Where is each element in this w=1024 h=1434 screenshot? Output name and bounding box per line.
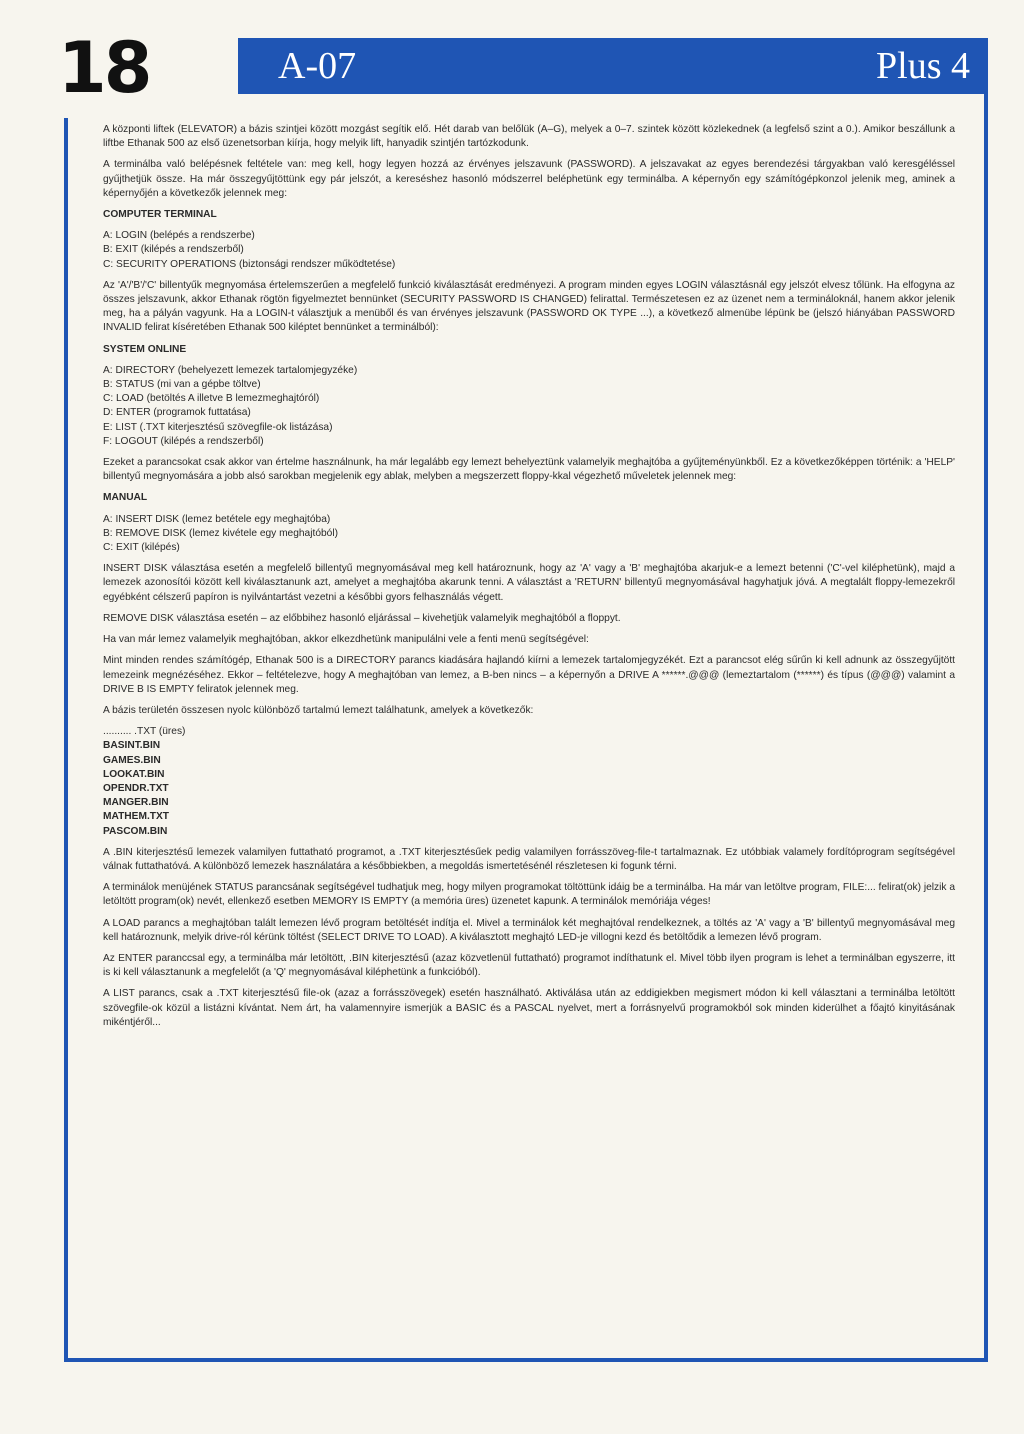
menu-list [103,513,955,556]
frame-right-border [984,94,988,1362]
paragraph: A LOAD parancs a meghajtóban talált lemezen lévő program betöltését indítja el. Mivel a terminálok két meghajtóval rendelkeznek, a töltés az 'A' vagy a 'B' billentyű megnyomásával meg kell határoznunk, melyik drive-ról kérünk töltést (SELECT DRIVE TO LOAD). A kiválasztott meghajtó LED-je villogni kezd és betöltődik a lemezen lévő program. [103,917,955,943]
menu-line: B: REMOVE DISK (lemez kivétele egy meghajtóból) [103,527,338,539]
menu-line: D: ENTER (programok futtatása) [103,407,251,419]
file-list [103,725,955,839]
file-name: MANGER.BIN [103,797,169,809]
file-name: BASINT.BIN [103,740,161,752]
page-number: 18 [58,27,150,109]
menu-line: A: LOGIN (belépés a rendszerbe) [103,230,255,242]
menu-line: A: DIRECTORY (behelyezett lemezek tartalomjegyzéke) [103,364,358,376]
menu-line: C: LOAD (betöltés A illetve B lemezmeghajtóról) [103,393,320,405]
frame-left-border [64,118,68,1362]
header-code: A-07 [278,45,357,87]
section-heading: COMPUTER TERMINAL [103,209,217,221]
menu-line: A: INSERT DISK (lemez betétele egy meghajtóba) [103,513,331,525]
menu-line: B: EXIT (kilépés a rendszerből) [103,244,244,256]
section-heading: MANUAL [103,492,148,504]
menu-line: C: SECURITY OPERATIONS (biztonsági rendszer működtetése) [103,258,396,270]
paragraph: A terminálba való belépésnek feltétele van: meg kell, hogy legyen hozzá az érvényes jelszavunk (PASSWORD). A jelszavakat az egyes berendezési tárgyakban való keresgéléssel gyűjthetjük össze. Ha már összegyűjtöttünk egy pár jelszót, a kereséshez hasonló módszerrel beléphetünk egy terminálba. A képernyőn egy számítógépkonzol jelenik meg, aminek a képernyőjén a következők jelennek meg: [103,159,955,199]
file-name: PASCOM.BIN [103,825,168,837]
menu-line: E: LIST (.TXT kiterjesztésű szövegfile-ok listázása) [103,421,333,433]
frame-bottom-border [64,1358,988,1362]
paragraph: A központi liftek (ELEVATOR) a bázis szintjei között mozgást segítik elő. Hét darab van belőlük (A–G), melyek a 0–7. szintek között közlekednek (a legfelső szint a 0.). Amikor beszállunk a liftbe Ethanak 500 az első üzenetsorban kiírja, hogy melyik lift, hanyadik szintjén tartózkodunk. [103,124,955,150]
paragraph: A .BIN kiterjesztésű lemezek valamilyen futtatható programot, a .TXT kiterjesztésűek pedig valamilyen forrásszöveg-file-t tartalmaznak. Ez utóbbiak valamely fordítóprogram segítségével válnak futtathatóvá. A különböző lemezek használatára a későbbiekben, a megoldás ismertetésénél részletesen ki fogunk térni. [103,846,955,872]
file-name: LOOKAT.BIN [103,768,165,780]
menu-line: C: EXIT (kilépés) [103,542,180,554]
header-bar [238,38,988,94]
menu-line: F: LOGOUT (kilépés a rendszerből) [103,435,264,447]
paragraph: A terminálok menüjének STATUS parancsának segítségével tudhatjuk meg, hogy milyen programokat töltöttünk idáig be a terminálba. Ha már van letöltve program, FILE:... felirat(ok) jelzik a letöltött program(ok) nevét, ellenkező esetben MEMORY IS EMPTY (a memória üres) üzenetet kapunk. A terminálok memóriája véges! [103,882,955,908]
paragraph: Ha van már lemez valamelyik meghajtóban, akkor elkezdhetünk manipulálni vele a fenti menü segítségével: [103,634,589,646]
file-name: OPENDR.TXT [103,782,169,794]
paragraph: REMOVE DISK választása esetén – az előbbihez hasonló eljárással – kivehetjük valamelyik meghajtóból a floppyt. [103,612,621,624]
section-heading: SYSTEM ONLINE [103,343,187,355]
file-name: GAMES.BIN [103,754,161,766]
paragraph: Ezeket a parancsokat csak akkor van értelme használnunk, ha már legalább egy lemezt behelyeztünk valamelyik meghajtóba a gyűjteményünkből. Ez a következőképpen történik: a 'HELP' billentyű megnyomására a jobb alsó sarokban megjelenik egy ablak, melyben a megszerzett floppy-kkal végezhető műveletek jelennek meg: [103,457,955,483]
file-name: .......... .TXT (üres) [103,726,186,738]
paragraph: A bázis területén összesen nyolc különböző tartalmú lemezt találhatunk, amelyek a következők: [103,704,534,716]
menu-list [103,229,955,272]
paragraph: Az ENTER paranccsal egy, a terminálba már letöltött, .BIN kiterjesztésű (azaz közvetlenül futtatható) programot indíthatunk el. Mivel több ilyen program is lehet a terminálban egyszerre, itt is ki kell választanunk a megfelelőt (a 'Q' megnyomásával kiléphetünk a funkcióból). [103,952,955,979]
menu-line: B: STATUS (mi van a gépbe töltve) [103,379,261,391]
paragraph: A LIST parancs, csak a .TXT kiterjesztésű file-ok (azaz a forrásszövegek) esetén használható. Aktiválása után az eddigiekben megismert módon ki kell választani a terminálba letöltött szövegfile-ok közül a listázni kívántat. Nem árt, ha valamennyire ismerjük a BASIC és a PASCAL nyelvet, mert a forrásnyelvű programokból sok minden kiderülhet a főajtó kinyitásának mikéntjéről... [103,988,955,1028]
article-body [103,123,955,1037]
menu-list [103,364,955,449]
header-platform: Plus 4 [876,45,970,87]
paragraph: Az 'A'/'B'/'C' billentyűk megnyomása értelemszerűen a megfelelő funkció kiválasztását eredményezi. A program minden egyes LOGIN választásnál egy jelszót elvesz tőlünk. Ha elfogyna az összes jelszavunk, akkor Ethanak rögtön figyelmeztet bennünket (SECURITY PASSWORD IS CHANGED) felirattal. Természetesen ez az üzenet nem a termináloknál, hanem akkor jelenik meg, ha a pályán vagyunk. Ha a LOGIN-t választjuk a menüből és van érvényes jelszavunk (PASSWORD OK TYPE ...), a következő almenübe lépünk be (jelszó hiányában PASSWORD INVALID felirat kíséretében Ethanak 500 kiléptet bennünket a terminálból): [103,279,955,334]
file-name: MATHEM.TXT [103,811,170,823]
paragraph: INSERT DISK választása esetén a megfelelő billentyű megnyomásával meg kell határoznunk, hogy az 'A' vagy a 'B' meghajtóba akarjuk-e a lemezt betenni ('C'-vel kiléphetünk), majd a lemezek azonosítói között kell kiválasztanunk azt, amelyet a meghajtóba akarunk tenni. A választást a 'RETURN' billentyű megnyomásával hagyhatjuk jóvá. A megtalált floppy-lemezekről egyébként célszerű papíron is nyilvántartást vezetni a későbbi gyors felhasználás végett. [103,563,955,603]
paragraph: Mint minden rendes számítógép, Ethanak 500 is a DIRECTORY parancs kiadására hajlandó kiírni a lemezek tartalomjegyzékét. Ezt a parancsot elég sűrűn ki kell adnunk az összegyűjtött lemezeink megnézéséhez. Ekkor – feltételezve, hogy A meghajtóban van lemez, a B-ben nincs – a képernyőn a DRIVE A ******.@@@ (lemeztartalom (******) és típus (@@@) valamint a DRIVE B IS EMPTY feliratok jelennek meg. [103,655,955,695]
